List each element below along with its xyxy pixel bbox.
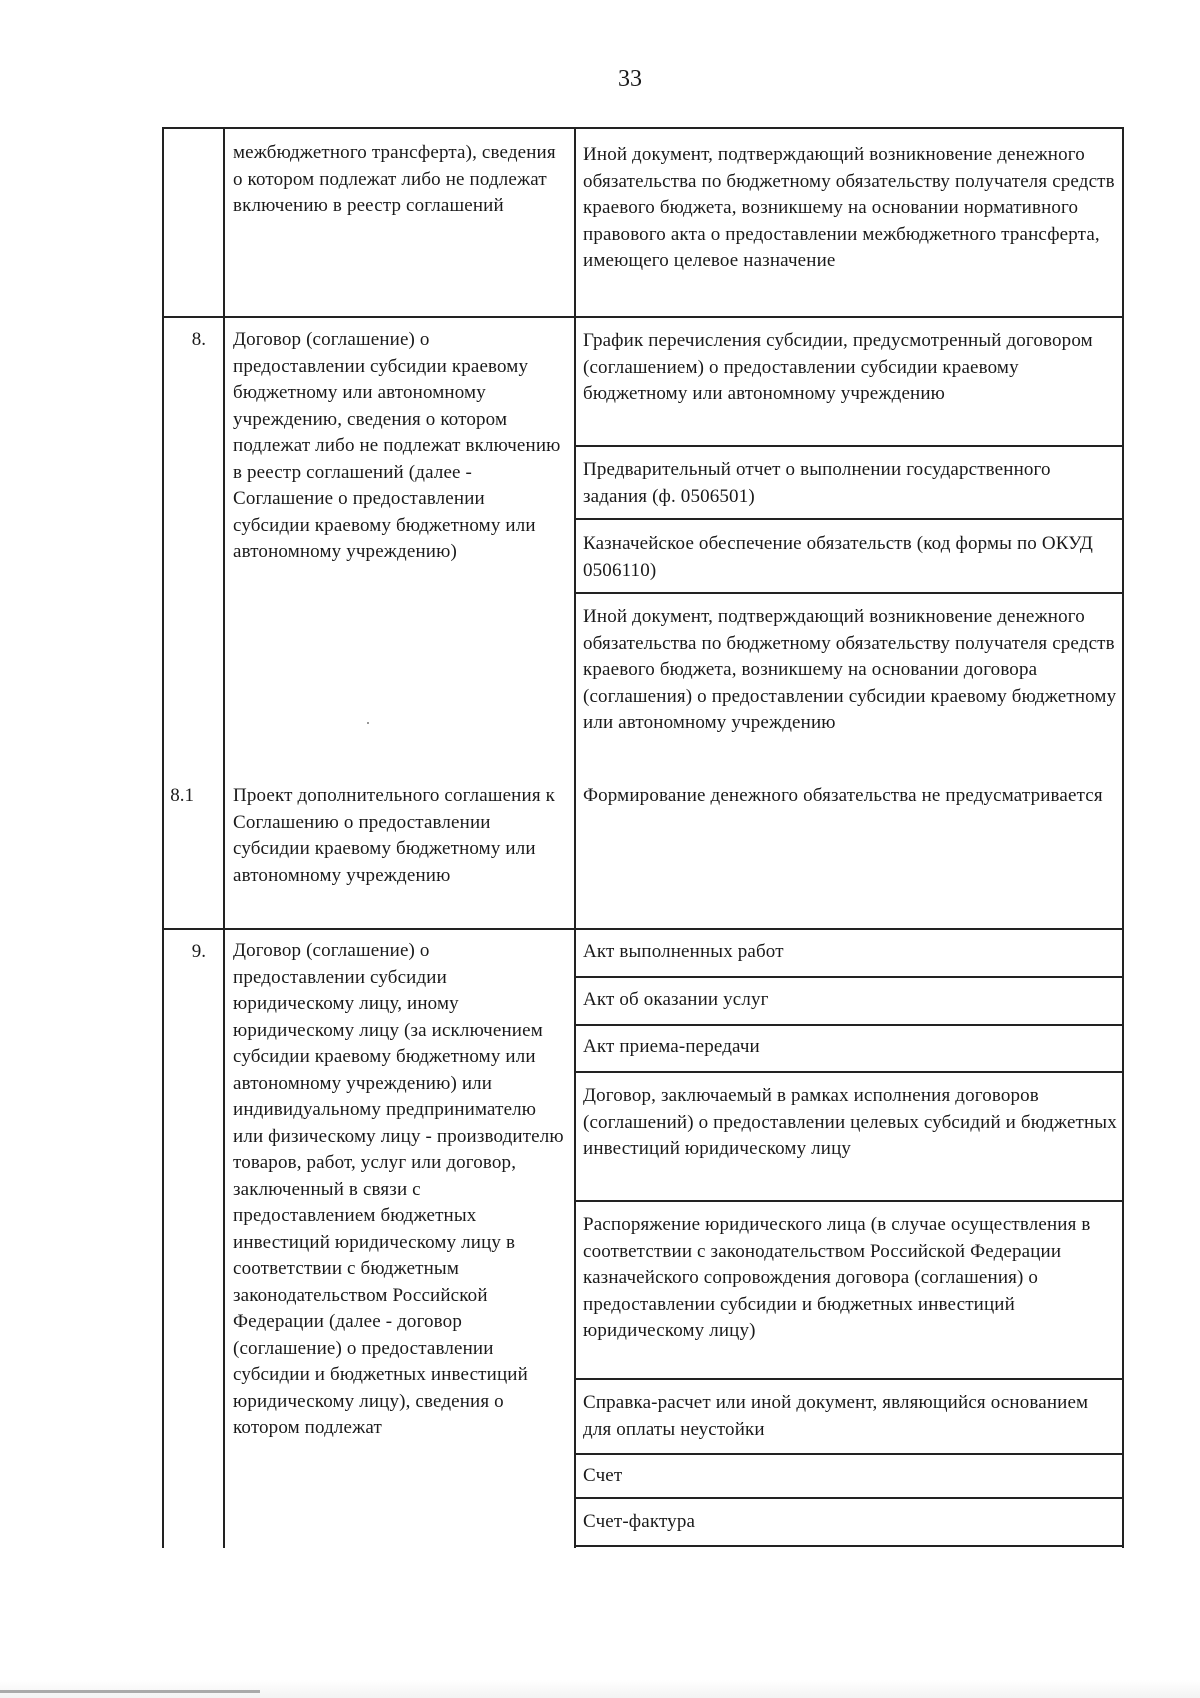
cell-divider — [574, 1545, 1124, 1547]
row-number: 9. — [191, 941, 206, 962]
monetary-document-cell: Распоряжение юридического лица (в случае осуществления в соответствии с законодательством Российской Федерации казначейского сопровождения договора (соглашения) о предоставлении субсидии и бюджетных инвестиций юридическому лицу) — [583, 1214, 1091, 1341]
monetary-document-cell: Акт приема-передачи — [583, 1036, 760, 1057]
row-divider — [162, 928, 1124, 930]
monetary-document-cell: Казначейское обеспечение обязательств (код формы по ОКУД 0506110) — [583, 533, 1093, 581]
row-divider — [162, 316, 1124, 318]
scan-mark — [0, 1690, 260, 1693]
cell-divider — [574, 1200, 1124, 1202]
page-number: 33 — [618, 66, 642, 92]
row-number: 8.1 — [170, 785, 194, 806]
cell-divider — [574, 592, 1124, 594]
row-document-cell: межбюджетного трансферта), сведения о котором подлежат либо не подлежат включению в реестр соглашений — [233, 142, 556, 216]
monetary-document-cell: Договор, заключаемый в рамках исполнения договоров (соглашений) о предоставлении целевых субсидий и бюджетных инвестиций юридическому лицу — [583, 1085, 1117, 1159]
monetary-document-cell: Счет-фактура — [583, 1511, 696, 1532]
monetary-document-cell: Иной документ, подтверждающий возникновение денежного обязательства по бюджетному обязательству получателя средств краевого бюджета, возникшему на основании нормативного правового акта о предоставлении межбюджетного трансферта, имеющего целевое назначение — [583, 144, 1115, 271]
column-divider-2 — [574, 127, 576, 1548]
monetary-document-cell: Формирование денежного обязательства не предусматривается — [583, 785, 1103, 806]
row-number: 8. — [191, 329, 206, 350]
row-document-cell: Договор (соглашение) о предоставлении субсидии краевому бюджетному или автономному учреждению, сведения о котором подлежат либо не подлежат включению в реестр соглашений (далее - Соглашение о предоставлении субсидии краевому бюджетному или автономному учреждению) — [233, 329, 561, 562]
monetary-document-cell: Иной документ, подтверждающий возникновение денежного обязательства по бюджетному обязательству получателя средств краевого бюджета, возникшему на основании договора (соглашения) о предоставлении субсидии краевому бюджетному или автономному учреждению — [583, 606, 1117, 733]
monetary-document-cell: Справка-расчет или иной документ, являющийся основанием для оплаты неустойки — [583, 1392, 1089, 1440]
scan-speck — [367, 722, 369, 724]
table-border-top — [162, 127, 1124, 129]
cell-divider — [574, 976, 1124, 978]
cell-divider — [574, 1378, 1124, 1380]
row-document-cell: Проект дополнительного соглашения к Соглашению о предоставлении субсидии краевому бюджетному или автономному учреждению — [233, 785, 555, 886]
table-border-right — [1122, 127, 1124, 1548]
monetary-document-cell: График перечисления субсидии, предусмотренный договором (соглашением) о предоставлении субсидии краевому бюджетному или автономному учреждению — [583, 330, 1093, 404]
cell-divider — [574, 1453, 1124, 1455]
row-document-cell: Договор (соглашение) о предоставлении субсидии юридическому лицу, иному юридическому лицу (за исключением субсидии краевому бюджетному или автономному учреждению) или индивидуальному предпринимателю или физическому лицу - производителю товаров, работ, услуг или договор, заключенный в связи с предоставлением бюджетных инвестиций юридическому лицу в соответствии с бюджетным законодательством Российской Федерации (далее - договор (соглашение) о предоставлении субсидии и бюджетных инвестиций юридическому лицу), сведения о котором подлежат — [233, 940, 564, 1438]
scan-edge — [0, 1680, 1200, 1698]
column-divider-1 — [223, 127, 225, 1548]
cell-divider — [574, 1497, 1124, 1499]
monetary-document-cell: Акт об оказании услуг — [583, 989, 769, 1010]
cell-divider — [574, 1071, 1124, 1073]
monetary-document-cell: Акт выполненных работ — [583, 941, 784, 962]
cell-divider — [574, 445, 1124, 447]
monetary-document-cell: Счет — [583, 1465, 623, 1486]
cell-divider — [574, 518, 1124, 520]
monetary-document-cell: Предварительный отчет о выполнении государственного задания (ф. 0506501) — [583, 459, 1051, 507]
cell-divider — [574, 1024, 1124, 1026]
